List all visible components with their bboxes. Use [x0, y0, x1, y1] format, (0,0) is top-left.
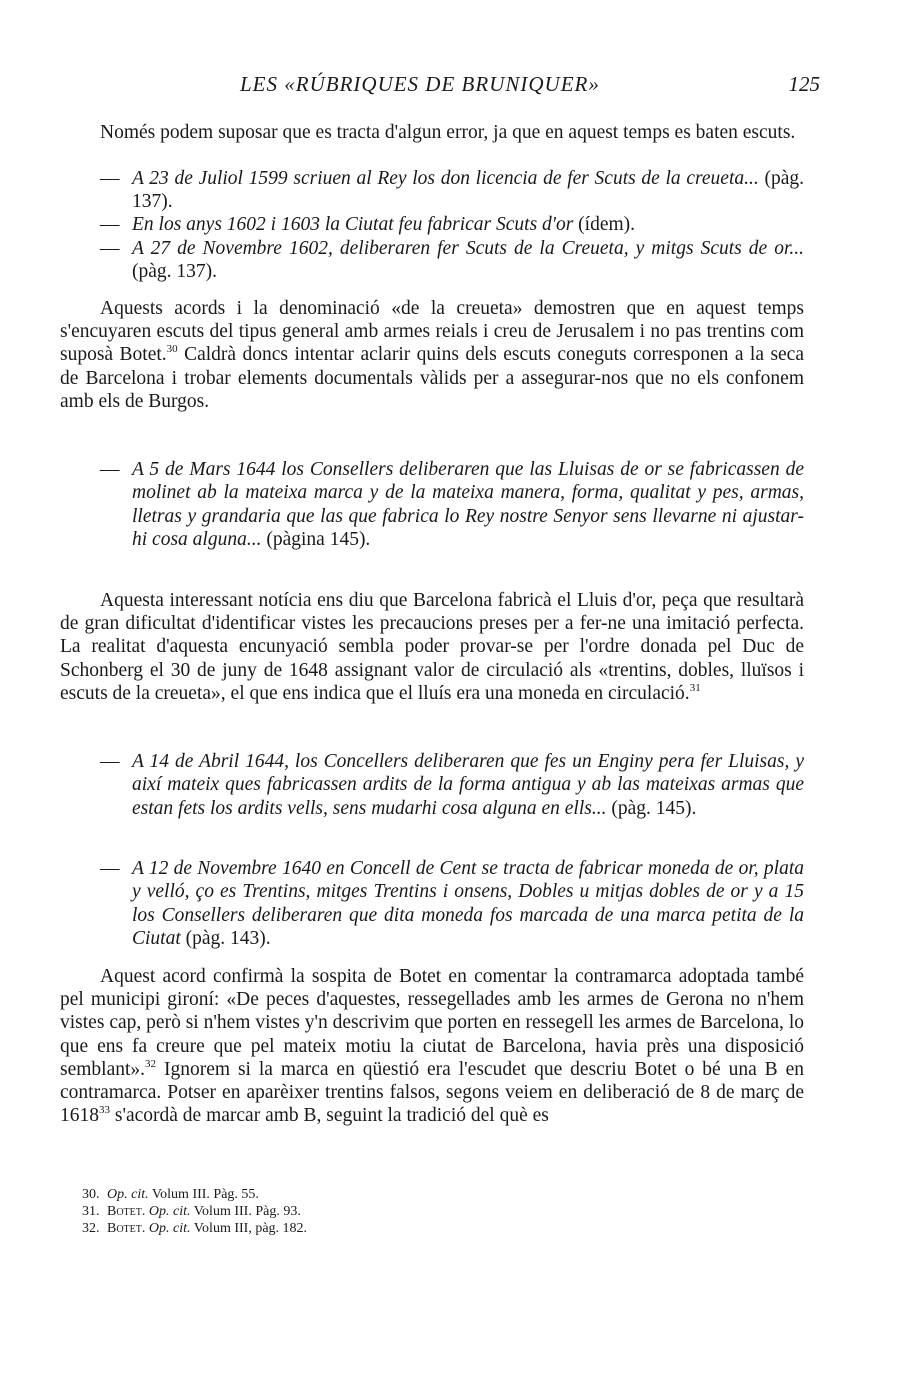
dash-marker: — — [100, 237, 120, 259]
footnote — [82, 1220, 582, 1237]
quote-text: A 23 de Juliol 1599 scriuen al Rey los don licencia de fer Scuts de la creueta... — [132, 168, 759, 189]
dash-marker: — — [100, 751, 120, 772]
quote-item — [60, 857, 804, 951]
footnote-ref: 33 — [99, 1104, 110, 1117]
quote-block-1 — [60, 458, 804, 552]
quote-item — [60, 750, 804, 820]
footnote-number: 32. — [82, 1221, 100, 1236]
citation: (pàg. 143). — [180, 928, 271, 950]
quote-text: En los anys 1602 i 1603 la Ciutat feu fabricar Scuts d'or — [132, 214, 574, 236]
citation: (pàgina 145). — [261, 529, 371, 551]
footnote-author: Botet. — [107, 1204, 149, 1219]
dash-marker: — — [100, 459, 120, 480]
paragraph-2-text-cont: Caldrà doncs intentar aclarir quins dels escuts coneguts corresponen a la seca de Barcelona i trobar elements documentals vàlids per a assegurar-nos que no els confonem amb els de Burgos. — [60, 344, 804, 412]
dash-marker: — — [100, 214, 120, 236]
footnote-rest: Volum III, pàg. 182. — [190, 1221, 308, 1236]
quote-block-3 — [60, 857, 804, 951]
footnote — [82, 1186, 582, 1203]
citation: (pàg. 137). — [132, 260, 218, 282]
list-item — [60, 167, 804, 213]
paragraph-4 — [60, 965, 804, 1127]
page-number: 125 — [788, 72, 820, 96]
quote-text: A 5 de Mars 1644 los Consellers deliberaren que las Lluisas de or se fabricassen de molinet ab la mateixa marca y de la mateixa manera, forma, qualitat y pes, armas, lletras y grandaria que las que fabrica lo Rey nostre Senyor sens llevarne ni ajustar-hi cosa alguna... — [132, 459, 804, 551]
footnote-ref: 30 — [166, 343, 178, 356]
citation: (pàg. 137). — [132, 168, 804, 213]
quote-block-2 — [60, 750, 804, 820]
footnote-rest: Volum III. Pàg. 55. — [148, 1187, 259, 1202]
page-header — [60, 72, 820, 102]
list-item — [60, 237, 804, 283]
dash-marker: — — [100, 858, 120, 879]
paragraph-4-text-end: s'acordà de marcar amb B, seguint la tradició del què es — [110, 1105, 549, 1127]
footnote-work: Op. cit. — [107, 1187, 149, 1202]
quote-text: A 27 de Novembre 1602, deliberaren fer Scuts de la Creueta, y mitgs Scuts de or... — [132, 237, 804, 259]
paragraph-2 — [60, 297, 804, 413]
footnote-ref: 31 — [689, 681, 701, 694]
citation: (ídem). — [573, 214, 636, 236]
running-title: LES «RÚBRIQUES DE BRUNIQUER» — [240, 72, 600, 96]
footnote-number: 31. — [82, 1204, 100, 1219]
footnote-number: 30. — [82, 1187, 100, 1202]
footnote — [82, 1203, 582, 1220]
citation: (pàg. 145). — [606, 797, 697, 819]
list-item — [60, 213, 804, 236]
paragraph-4-text-cont: Ignorem si la marca en qüestió era l'escudet que descriu Botet o bé una B en contramarca. Potser en aparèixer trentins falsos, segons veiem en deliberació de 8 de març de 1618 — [60, 1058, 804, 1127]
footnote-rest: Volum III. Pàg. 93. — [190, 1204, 301, 1219]
paragraph-3-text: Aquesta interessant notícia ens diu que Barcelona fabricà el Lluis d'or, peça que resultarà de gran dificultat d'identificar vistes les precaucions preses per a fer-ne una imitació perfecta. La realitat d'aquesta encunyació sembla poder provar-se per l'ordre donada pel Duc de Schonberg el 30 de juny de 1648 assignant valor de circulació als «trentins, dobles, lluïsos i escuts de la creueta», el que ens indica que el lluís era una moneda en circulació. — [60, 590, 804, 704]
paragraph-1: Només podem suposar que es tracta d'algun error, ja que en aquest temps es baten escuts. — [100, 122, 796, 143]
quote-item — [60, 458, 804, 552]
paragraph-4-text: Aquest acord confirmà la sospita de Botet en comentar la contramarca adoptada també pel municipi gironí: «De peces d'aquestes, ressegellades amb les armes de Gerona no n'hem vistes cap, però si n'hem vistes y'n descrivim que porten en ressegell les armes de Barcelona, lo que ens fa creure que pel mateix motiu la ciutat de Barcelona, havia près una disposició semblant». — [60, 966, 804, 1080]
quote-text: A 12 de Novembre 1640 en Concell de Cent se tracta de fabricar moneda de or, plata y velló, ço es Trentins, mitges Trentins i onsens, Dobles u mitjas dobles de or y a 15 los Consellers deliberaren que dita moneda fos marcada de una marca petita de la Ciutat — [132, 858, 804, 950]
quote-text: A 14 de Abril 1644, los Concellers deliberaren que fes un Enginy pera fer Lluisas, y així mateix ques fabricassen ardits de la forma antigua y ab las mateixas armas que estan fets los ardits vells, sens mudarhi cosa alguna en ells... — [132, 751, 804, 819]
dash-marker: — — [100, 168, 120, 189]
dash-list — [60, 167, 804, 283]
footnote-ref: 32 — [145, 1057, 157, 1070]
paragraph-3 — [60, 589, 804, 705]
footnote-work: Op. cit. — [148, 1221, 191, 1236]
paragraph-2-text: Aquests acords i la denominació «de la creueta» demostren que en aquest temps s'encuyaren escuts del tipus general amb armes reials i creu de Jerusalem i no pas trentins com suposà Botet. — [60, 298, 804, 366]
footnote-work: Op. cit. — [148, 1204, 191, 1219]
footnotes — [82, 1186, 582, 1237]
footnote-author: Botet. — [107, 1221, 149, 1236]
